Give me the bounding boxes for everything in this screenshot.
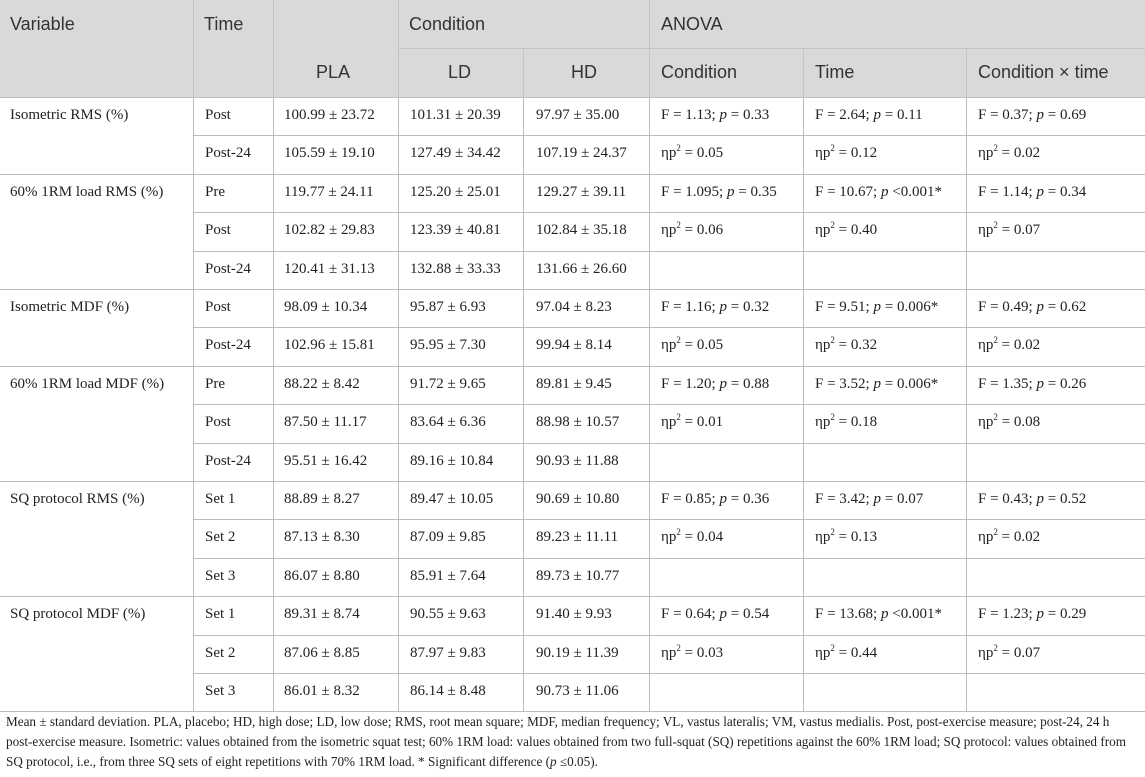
eta-symbol: ηp [978,529,994,546]
eta-value: = 0.18 [834,414,878,431]
ld-cell: 127.49 ± 34.42 [410,145,501,162]
p-value: <0.001* [888,606,942,623]
header-vline [193,0,194,97]
f-value: F = 1.095; [661,183,727,200]
eta-value: = 0.05 [680,145,724,162]
eta-superscript: 2 [830,412,835,423]
ld-cell: 123.39 ± 40.81 [410,222,501,239]
eta-superscript: 2 [993,220,998,231]
anova-time-cell [815,376,938,393]
eta-superscript: 2 [830,642,835,653]
hd-cell: 131.66 ± 26.60 [536,260,627,277]
row-border [193,443,1145,444]
f-value: F = 1.20; [661,375,720,392]
ld-cell: 89.16 ± 10.84 [410,452,494,469]
pla-cell: 119.77 ± 24.11 [284,183,374,200]
footnote-text: Mean ± standard deviation. PLA, placebo; HD, high dose; LD, low dose; RMS, root mean square; MDF, median frequency; VL, vastus lateralis; VM, vastus medialis. Post, post-exercise measure; post-24, 24 h post-exercise measure. Isometric: values obtained from the isometric squat test; 60% 1RM load: values obtained from two full-squat (SQ) repetitions against the 60% 1RM load; SQ protocol: values obtained from SQ protocol, i.e., from three SQ sets of eight repetitions with 70% 1RM load. * Significant difference ( [6,714,1126,769]
p-symbol: p [1036,299,1044,315]
eta-value: = 0.07 [997,222,1041,239]
time-cell: Set 1 [205,491,236,507]
eta-value: = 0.02 [997,145,1041,162]
eta-symbol: ηp [978,145,994,162]
hd-cell: 129.27 ± 39.11 [536,183,627,200]
eta-symbol: ηp [978,414,994,431]
p-value: = 0.006* [880,299,939,315]
ld-cell: 95.87 ± 6.93 [410,299,486,315]
pla-cell: 102.96 ± 15.81 [284,337,375,354]
row-border [193,519,1145,520]
anova-interaction-cell [978,606,1086,623]
ld-cell: 91.72 ± 9.65 [410,375,486,392]
variable-label: Isometric RMS (%) [10,107,129,123]
pla-cell: 120.41 ± 31.13 [284,260,375,277]
time-cell: Post [205,299,231,315]
anova-time-cell [815,529,877,546]
eta-superscript: 2 [993,642,998,653]
eta-value: = 0.08 [997,414,1041,431]
eta-superscript: 2 [993,412,998,423]
hd-cell: 89.23 ± 11.11 [536,529,619,546]
pla-cell: 86.07 ± 8.80 [284,567,360,584]
header-anova-group: ANOVA [661,14,723,34]
eta-value: = 0.04 [680,529,724,546]
anova-condition-cell [661,184,777,201]
time-cell: Post [205,107,231,123]
row-border [193,673,1145,674]
eta-superscript: 2 [830,527,835,538]
row-border [193,327,1145,328]
time-cell: Post [205,222,231,239]
eta-superscript: 2 [676,527,681,538]
hd-cell: 91.40 ± 9.93 [536,606,612,623]
eta-symbol: ηp [661,529,677,546]
table-footnote [6,712,1138,772]
f-value: F = 3.52; [815,375,874,392]
anova-interaction-cell [978,222,1040,239]
eta-superscript: 2 [993,143,998,154]
time-cell: Post-24 [205,145,251,162]
eta-symbol: ηp [978,337,994,354]
p-symbol: p [873,491,881,507]
group-border [0,481,1145,482]
hd-cell: 90.93 ± 11.88 [536,452,619,469]
ld-cell: 85.91 ± 7.64 [410,567,486,584]
row-border [193,135,1145,136]
header-vline [803,49,804,97]
variable-label: 60% 1RM load MDF (%) [10,375,165,392]
group-border [0,289,1145,290]
eta-value: = 0.44 [834,644,878,661]
eta-superscript: 2 [676,143,681,154]
p-symbol: p [1036,606,1044,623]
group-border [0,174,1145,175]
ld-cell: 132.88 ± 33.33 [410,260,501,277]
pla-cell: 105.59 ± 19.10 [284,145,375,162]
anova-interaction-cell [978,107,1086,124]
eta-superscript: 2 [830,220,835,231]
ld-cell: 86.14 ± 8.48 [410,683,486,699]
header-vline [649,0,650,97]
ld-cell: 90.55 ± 9.63 [410,606,486,623]
pla-cell: 88.22 ± 8.42 [284,375,360,392]
header-vline [523,49,524,97]
anova-interaction-cell [978,529,1040,546]
header-time: Time [204,14,244,34]
hd-cell: 99.94 ± 8.14 [536,337,612,354]
ld-cell: 83.64 ± 6.36 [410,414,486,431]
p-value: = 0.54 [726,606,770,623]
pla-cell: 87.13 ± 8.30 [284,529,360,546]
eta-symbol: ηp [661,644,677,661]
f-value: F = 0.49; [978,299,1037,315]
p-value: = 0.35 [734,183,777,200]
hd-cell: 90.19 ± 11.39 [536,644,619,661]
header-anova-interaction: Condition × time [978,62,1109,82]
row-border [193,558,1145,559]
eta-symbol: ηp [815,222,831,239]
eta-symbol: ηp [815,529,831,546]
ld-cell: 89.47 ± 10.05 [410,491,494,507]
time-cell: Set 2 [205,529,236,546]
p-value: = 0.52 [1043,491,1087,507]
eta-value: = 0.07 [997,644,1041,661]
eta-superscript: 2 [993,335,998,346]
p-value: = 0.11 [880,107,923,123]
hd-cell: 88.98 ± 10.57 [536,414,620,431]
eta-symbol: ηp [815,644,831,661]
time-cell: Post-24 [205,452,251,469]
p-symbol: p [726,183,735,200]
eta-value: = 0.40 [834,222,878,239]
eta-value: = 0.02 [997,337,1041,354]
footnote-p: p [550,754,557,769]
anova-time-cell [815,606,942,623]
hd-cell: 89.81 ± 9.45 [536,375,612,392]
pla-cell: 86.01 ± 8.32 [284,683,360,699]
eta-value: = 0.03 [680,644,724,661]
anova-condition-cell [661,222,723,239]
anova-time-cell [815,107,923,124]
hd-cell: 90.69 ± 10.80 [536,491,620,507]
p-symbol: p [719,606,727,623]
pla-cell: 87.06 ± 8.85 [284,644,360,661]
time-cell: Pre [205,375,225,392]
ld-cell: 87.09 ± 9.85 [410,529,486,546]
time-cell: Post-24 [205,337,251,354]
p-symbol: p [1036,375,1044,392]
anova-condition-cell [661,642,724,662]
header-anova-time: Time [815,62,855,82]
row-border [193,635,1145,636]
eta-symbol: ηp [978,644,994,661]
eta-symbol: ηp [815,145,831,162]
time-cell: Pre [205,183,225,200]
p-symbol: p [719,299,727,315]
anova-interaction-cell [978,337,1040,354]
anova-time-cell [815,337,877,354]
eta-superscript: 2 [676,412,681,423]
variable-label: Isometric MDF (%) [10,299,130,315]
anova-condition-cell [661,414,723,431]
ld-cell: 87.97 ± 9.83 [410,644,486,661]
pla-cell: 102.82 ± 29.83 [284,222,375,239]
anova-condition-cell [661,529,723,546]
f-value: F = 0.64; [661,606,720,623]
p-value: = 0.26 [1043,375,1087,392]
eta-superscript: 2 [830,335,835,346]
time-cell: Post-24 [205,260,251,277]
header-vline [398,0,399,97]
anova-condition-cell [661,299,769,316]
anova-interaction-cell [978,414,1040,431]
eta-symbol: ηp [661,145,677,162]
p-value: = 0.36 [726,491,770,507]
f-value: F = 1.16; [661,299,720,315]
p-symbol: p [719,375,727,392]
p-value: = 0.29 [1043,606,1087,623]
row-border [193,251,1145,252]
row-border [193,404,1145,405]
anova-interaction-cell [978,145,1040,162]
ld-cell: 101.31 ± 20.39 [410,107,501,123]
row-border [193,212,1145,213]
anova-time-cell [815,222,877,239]
p-symbol: p [873,375,881,392]
f-value: F = 0.85; [661,491,720,507]
header-divider [398,48,1145,49]
eta-value: = 0.12 [834,145,878,162]
anova-time-cell [815,184,942,201]
eta-superscript: 2 [830,143,835,154]
header-condition-group: Condition [409,14,486,34]
p-symbol: p [880,606,889,623]
header-ld: LD [448,62,472,82]
hd-cell: 107.19 ± 24.37 [536,145,627,162]
anova-time-cell [815,145,877,162]
header-pla: PLA [316,62,351,82]
ld-cell: 95.95 ± 7.30 [410,337,486,354]
p-symbol: p [1036,107,1044,123]
p-symbol: p [873,299,881,315]
eta-superscript: 2 [676,220,681,231]
p-symbol: p [1036,183,1044,200]
f-value: F = 13.68; [815,606,881,623]
pla-cell: 87.50 ± 11.17 [284,414,367,431]
anova-interaction-cell [978,299,1086,316]
hd-cell: 97.04 ± 8.23 [536,299,612,315]
p-value: = 0.69 [1043,107,1087,123]
time-cell: Set 3 [205,567,236,584]
eta-symbol: ηp [661,337,677,354]
eta-symbol: ηp [661,414,677,431]
eta-value: = 0.01 [680,414,724,431]
eta-superscript: 2 [993,527,998,538]
f-value: F = 0.37; [978,107,1037,123]
f-value: F = 1.14; [978,183,1037,200]
eta-superscript: 2 [676,642,681,653]
p-value: = 0.34 [1043,183,1087,200]
p-value: <0.001* [888,183,942,200]
anova-condition-cell [661,376,769,393]
pla-cell: 95.51 ± 16.42 [284,452,368,469]
anova-interaction-cell [978,642,1041,662]
variable-label: 60% 1RM load RMS (%) [10,183,164,200]
eta-symbol: ηp [978,222,994,239]
anova-interaction-cell [978,376,1086,393]
pla-cell: 88.89 ± 8.27 [284,491,360,507]
anova-condition-cell [661,606,769,623]
p-symbol: p [1036,491,1044,507]
pla-cell: 89.31 ± 8.74 [284,606,360,623]
header-vline [273,0,274,97]
anova-condition-cell [661,107,769,124]
header-hd: HD [571,62,597,82]
anova-time-cell [815,491,923,508]
f-value: F = 3.42; [815,491,874,507]
footnote-tail: ≤0.05). [556,754,598,769]
group-border [0,596,1145,597]
f-value: F = 2.64; [815,107,874,123]
f-value: F = 1.13; [661,107,720,123]
eta-value: = 0.13 [834,529,878,546]
eta-superscript: 2 [676,335,681,346]
hd-cell: 89.73 ± 10.77 [536,567,620,584]
p-value: = 0.62 [1043,299,1087,315]
f-value: F = 10.67; [815,183,881,200]
time-cell: Set 3 [205,683,236,699]
anova-time-cell [815,642,878,662]
group-border [0,366,1145,367]
anova-time-cell [815,299,938,316]
header-variable: Variable [10,14,75,34]
hd-cell: 90.73 ± 11.06 [536,683,619,699]
pla-cell: 100.99 ± 23.72 [284,107,375,123]
f-value: F = 1.35; [978,375,1037,392]
ld-cell: 125.20 ± 25.01 [410,183,501,200]
anova-condition-cell [661,337,723,354]
eta-symbol: ηp [661,222,677,239]
variable-label: SQ protocol MDF (%) [10,606,146,623]
eta-symbol: ηp [815,414,831,431]
anova-interaction-cell [978,184,1086,201]
header-vline [966,49,967,97]
time-cell: Set 2 [205,644,236,661]
variable-label: SQ protocol RMS (%) [10,491,145,507]
anova-condition-cell [661,491,769,508]
f-value: F = 1.23; [978,606,1037,623]
p-value: = 0.006* [880,375,939,392]
f-value: F = 0.43; [978,491,1037,507]
f-value: F = 9.51; [815,299,874,315]
hd-cell: 97.97 ± 35.00 [536,107,620,123]
eta-value: = 0.32 [834,337,878,354]
anova-time-cell [815,414,877,431]
header-anova-condition: Condition [661,62,738,82]
eta-value: = 0.05 [680,337,724,354]
group-border [0,97,1145,98]
time-cell: Set 1 [205,606,236,623]
time-cell: Post [205,414,231,431]
pla-cell: 98.09 ± 10.34 [284,299,368,315]
p-symbol: p [719,491,727,507]
anova-interaction-cell [978,491,1086,508]
p-symbol: p [719,107,727,123]
p-symbol: p [873,107,881,123]
anova-condition-cell [661,145,723,162]
p-value: = 0.32 [726,299,770,315]
p-value: = 0.88 [726,375,770,392]
eta-value: = 0.02 [997,529,1041,546]
p-symbol: p [880,183,889,200]
p-value: = 0.07 [880,491,924,507]
hd-cell: 102.84 ± 35.18 [536,222,627,239]
eta-symbol: ηp [815,337,831,354]
p-value: = 0.33 [726,107,770,123]
eta-value: = 0.06 [680,222,724,239]
